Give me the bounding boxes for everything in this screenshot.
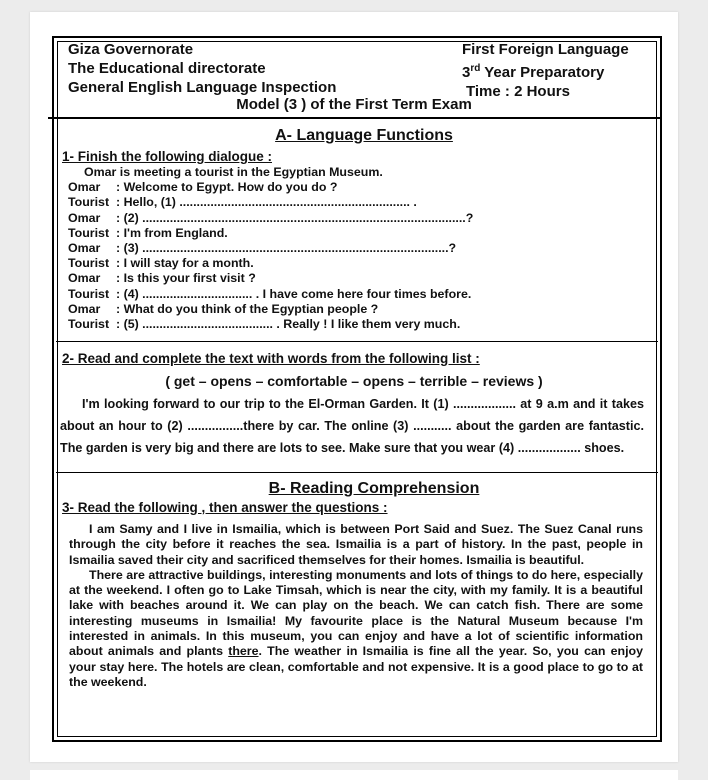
inspection: General English Language Inspection [68,79,337,96]
directorate: The Educational directorate [68,60,266,77]
q1-divider [56,341,658,342]
exam-time: Time : 2 Hours [466,83,570,100]
dialogue [68,165,628,332]
question-2-heading: 2- Read and complete the text with words from the following list : [62,351,480,366]
header-right [462,40,629,101]
word-list: ( get – opens – comfortable – opens – terrible – reviews ) [165,373,543,389]
next-page-edge [30,770,678,780]
subject: First Foreign Language [462,41,629,58]
cloze-text [60,393,644,459]
governorate: Giza Governorate [68,41,194,58]
dialogue-line: Tourist : I'm from England. [68,225,228,240]
question-3-heading: 3- Read the following , then answer the questions : [62,500,388,515]
exam-title: Model (3 ) of the First Term Exam [236,96,472,113]
cloze-paragraph: I'm looking forward to our trip to the El-Orman Garden. It (1) .................. at 9 a.m and it takes about an hour to (2) ................there by car. The online (3) ........... about the garden are fantastic. The garden is very big and there are lots to see. Make sure that you wear (4) .................. shoes. [60,397,644,455]
question-1-heading: 1- Finish the following dialogue : [62,149,272,164]
grade: 3rd Year Preparatory [462,63,605,81]
dialogue-intro: Omar is meeting a tourist in the Egyptian Museum. [84,165,383,179]
header-rule [48,117,660,119]
reading-paragraph-1: I am Samy and I live in Ismailia, which is between Port Said and Suez. The Suez Canal runs through the city before it reaches the sea. Ismailia is a part of history. In the past, people in Ismailia saved their city and sacrificed themselves for their homes. Ismailia is beautiful. [69,522,643,567]
dialogue-line: Omar : What do you think of the Egyptian people ? [68,301,379,316]
underlined-word: there [228,644,259,659]
header-left [68,40,336,97]
dialogue-line: Omar : (2) ..............................................................................................? [68,210,474,225]
dialogue-line: Tourist : (5) ...................................... . Really ! I like them very much. [68,317,461,332]
dialogue-line: Omar : Is this your first visit ? [68,271,256,286]
section-a-title: A- Language Functions [275,127,453,144]
dialogue-line: Tourist : Hello, (1) ................................................................... . [68,195,417,210]
dialogue-line: Omar : Welcome to Egypt. How do you do ? [68,180,338,195]
dialogue-line: Omar : (3) .........................................................................................? [68,241,457,256]
reading-paragraph-2: There are attractive buildings, interesting monuments and lots of things to do here, especially at the weekend. I often go to Lake Timsah, which is near the city, with my family. It is a beautiful lake with beaches around it. We can play on the beach. We can catch fish. There are some interesting museums in Ismailia! My favourite place is the Natural Museum because I'm interested in animals. In this museum, you can enjoy and have a lot of scientific information about animals and plants there. The weather in Ismailia is fine all the year. So, you can enjoy your stay here. The hotels are clean, comfortable and not expensive. It is a good place to go to at the weekend. [69,567,643,689]
section-divider [56,472,658,473]
dialogue-line: Tourist : (4) ................................ . I have come here four times before. [68,286,472,301]
dialogue-line: Tourist : I will stay for a month. [68,256,254,271]
reading-passage [69,522,643,690]
section-b-title: B- Reading Comprehension [268,480,480,497]
